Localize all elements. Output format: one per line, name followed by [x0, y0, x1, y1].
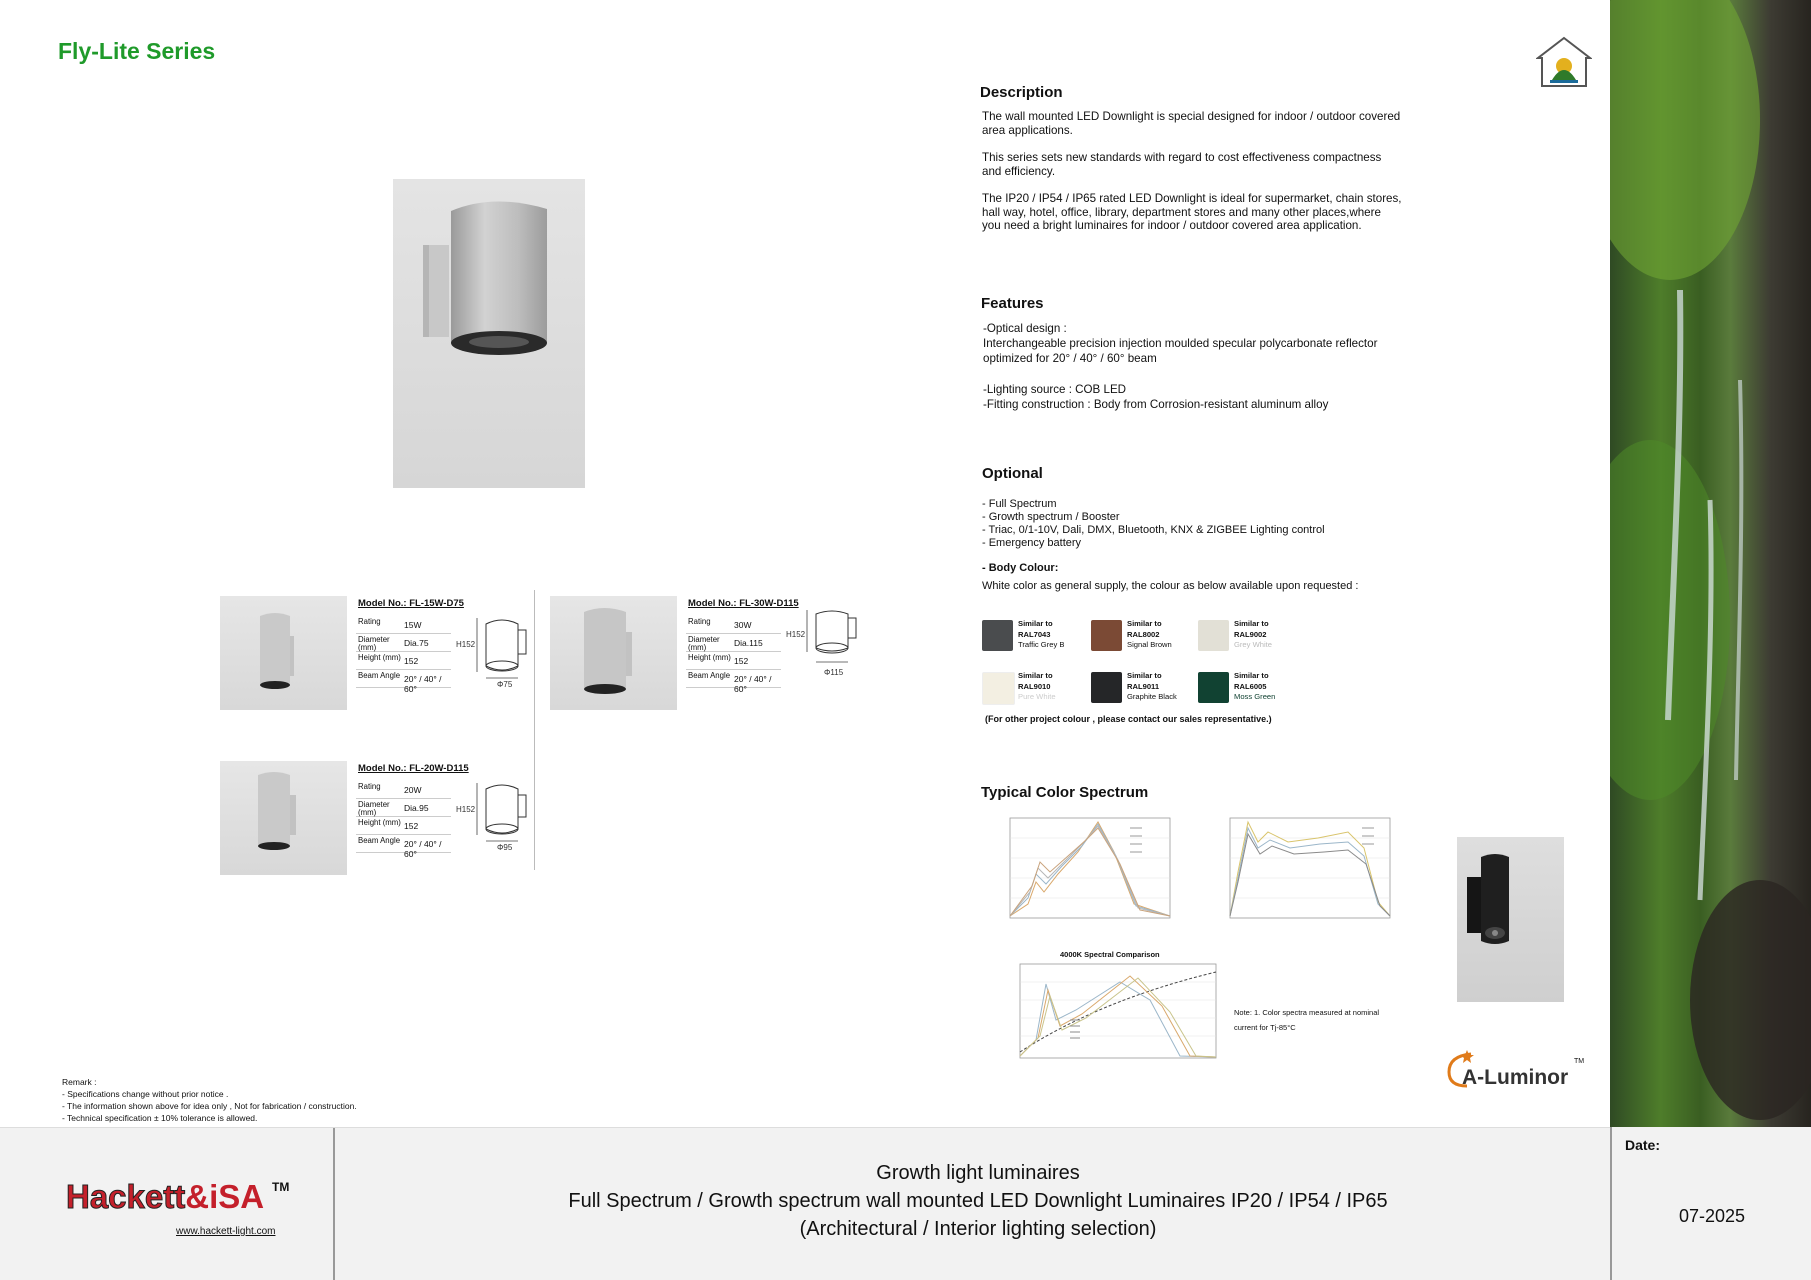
spectrum-note-2: current for Tj-85°C [1234, 1023, 1296, 1032]
model-card-30w [550, 596, 870, 711]
series-title: Fly-Lite Series [58, 38, 216, 64]
model-thumb-image [220, 596, 347, 710]
date-value: 07-2025 [1679, 1206, 1746, 1226]
spec-label: Rating [358, 782, 381, 791]
colour-swatch-ral9002 [1198, 620, 1229, 651]
hackett-wordmark: Hackett [66, 1178, 186, 1215]
features-line: -Lighting source : COB LED [983, 383, 1127, 396]
house-logo-icon [1536, 36, 1592, 88]
remark-line: - The information shown above for idea only , Not for fabrication / construction. [62, 1101, 357, 1111]
optional-heading: Optional [982, 465, 1043, 482]
spectrum-note-1: Note: 1. Color spectra measured at nominal [1234, 1008, 1380, 1017]
features-line: optimized for 20° / 40° / 60° beam [983, 352, 1157, 365]
spectrum-chart-3 [990, 960, 1230, 1080]
swatch-label: Similar to RAL9011 Graphite Black [1127, 671, 1177, 701]
dimension-drawing [802, 608, 862, 668]
swatch-label: Similar to RAL7043 Traffic Grey B [1018, 619, 1065, 649]
colour-swatch-ral8002 [1091, 620, 1122, 651]
swatch-label: Similar to RAL9002 Grey White [1234, 619, 1272, 649]
footer-line-1: Growth light luminaires [876, 1162, 1080, 1184]
spec-label: Diameter (mm) [358, 635, 390, 652]
spec-value: 152 [404, 821, 419, 831]
spec-value: Dia.75 [404, 638, 429, 648]
spec-value: 152 [404, 656, 419, 666]
colour-swatch-ral9011 [1091, 672, 1122, 703]
spectrum-chart-2 [1208, 812, 1398, 936]
spec-label: Height (mm) [358, 653, 401, 662]
hackett-tm: TM [272, 1180, 290, 1194]
spec-label: Beam Angle [358, 671, 401, 680]
model-thumb-image [550, 596, 677, 710]
hackett-isa-wordmark: &iSA [185, 1178, 265, 1215]
model-card-15w [220, 596, 540, 711]
spec-value: Dia.115 [734, 638, 763, 648]
spec-label: Beam Angle [688, 671, 731, 680]
height-dimension: H152 [786, 630, 806, 639]
features-line: -Optical design : [983, 322, 1067, 335]
model-title: Model No.: FL-30W-D115 [688, 598, 799, 609]
footer-divider [333, 1127, 335, 1280]
spec-label: Rating [688, 617, 711, 626]
spec-value: 20° / 40° / 60° [734, 674, 772, 694]
spec-value: 30W [734, 620, 752, 630]
diameter-dimension: Φ115 [824, 668, 844, 677]
hackett-url-link[interactable]: www.hackett-light.com [176, 1226, 276, 1237]
waterfall-image [1610, 0, 1811, 1127]
hero-product-image [393, 179, 585, 488]
features-line: -Fitting construction : Body from Corrosion-resistant aluminum alloy [983, 398, 1329, 411]
spec-label: Height (mm) [358, 818, 401, 827]
aluminor-wordmark: A-Luminor [1462, 1066, 1569, 1089]
description-paragraph-1: The wall mounted LED Downlight is special designed for indoor / outdoor covered area applications. [982, 110, 1401, 137]
dimension-drawing [472, 781, 532, 847]
spec-label: Rating [358, 617, 381, 626]
spec-value: 20° / 40° / 60° [404, 674, 442, 694]
spectrum-heading: Typical Color Spectrum [981, 784, 1149, 801]
height-dimension: H152 [456, 805, 476, 814]
spec-value: 15W [404, 620, 422, 630]
spectrum-chart-1 [988, 812, 1178, 936]
body-colour-text: White color as general supply, the colour as below available upon requested : [982, 580, 1359, 592]
hackett-logo [66, 1180, 264, 1214]
optional-item: - Growth spectrum / Booster [982, 511, 1120, 523]
description-heading: Description [980, 84, 1063, 101]
swatch-label: Similar to RAL8002 Signal Brown [1127, 619, 1172, 649]
date-label: Date: [1625, 1137, 1661, 1153]
spec-value: 20W [404, 785, 422, 795]
swatch-label: Similar to RAL6005 Moss Green [1234, 671, 1276, 701]
model-title: Model No.: FL-15W-D75 [358, 598, 464, 609]
diameter-dimension: Φ75 [497, 680, 513, 689]
model-title: Model No.: FL-20W-D115 [358, 763, 469, 774]
height-dimension: H152 [456, 640, 476, 649]
nature-photo-panel [1610, 0, 1811, 1127]
features-heading: Features [981, 295, 1044, 312]
footer-top-border [0, 1127, 1610, 1128]
colour-swatch-ral9010 [982, 672, 1015, 705]
aluminor-tm: TM [1574, 1058, 1585, 1065]
spec-value: 20° / 40° / 60° [404, 839, 442, 859]
optional-item: - Full Spectrum [982, 498, 1057, 510]
swatch-label: Similar to RAL9010 Pure White [1018, 671, 1056, 701]
description-paragraph-2: This series sets new standards with regard to cost effectiveness compactness and efficiency. [982, 151, 1382, 178]
black-product-image [1457, 837, 1564, 1002]
remark-block [62, 1076, 357, 1124]
footer-line-2: Full Spectrum / Growth spectrum wall mounted LED Downlight Luminaires IP20 / IP54 / IP65 [568, 1190, 1388, 1212]
model-card-20w [220, 761, 540, 876]
spec-value: Dia.95 [404, 803, 429, 813]
spec-value: 152 [734, 656, 749, 666]
colour-swatch-ral6005 [1198, 672, 1229, 703]
spec-label: Diameter (mm) [358, 800, 390, 817]
model-thumb-image [220, 761, 347, 875]
colour-swatch-ral7043 [982, 620, 1013, 651]
features-line: Interchangeable precision injection moulded specular polycarbonate reflector [983, 337, 1378, 350]
remark-line: - Specifications change without prior notice . [62, 1089, 229, 1099]
optional-item: - Triac, 0/1-10V, Dali, DMX, Bluetooth, KNX & ZIGBEE Lighting control [982, 524, 1325, 536]
diameter-dimension: Φ95 [497, 843, 513, 852]
spec-label: Beam Angle [358, 836, 401, 845]
spectrum-comparison-title: 4000K Spectral Comparison [1060, 950, 1160, 959]
body-colour-heading: - Body Colour: [982, 562, 1059, 574]
description-paragraph-3: The IP20 / IP54 / IP65 rated LED Downlight is ideal for supermarket, chain stores, hall way, hotel, office, library, department stores and many other places,where you need a bright luminaires for indoor / outdoor covered area application. [982, 192, 1402, 232]
spec-label: Height (mm) [688, 653, 731, 662]
dimension-drawing [472, 616, 532, 682]
colour-contact-note: (For other project colour , please contact our sales representative.) [985, 714, 1272, 724]
remark-line: - Technical specification ± 10% tolerance is allowed. [62, 1113, 258, 1123]
spec-label: Diameter (mm) [688, 635, 720, 652]
remark-heading: Remark : [62, 1077, 97, 1087]
footer-line-3: (Architectural / Interior lighting selection) [799, 1218, 1157, 1240]
optional-item: - Emergency battery [982, 537, 1082, 549]
